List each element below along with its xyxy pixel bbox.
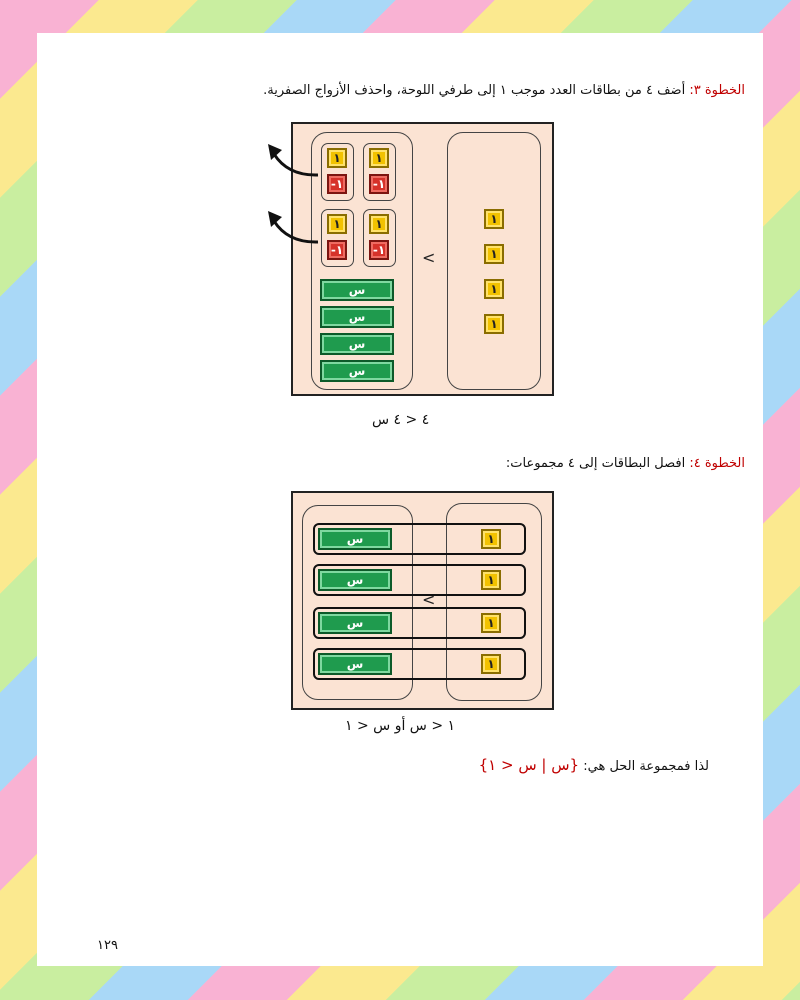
x-tile: س [320,360,394,382]
x-tile: س [318,612,392,634]
negative-unit-tile: -١ [369,240,389,260]
group-band [313,523,526,555]
inequality-sign: < [422,248,436,267]
x-tile: س [320,333,394,355]
negative-unit-tile: -١ [327,174,347,194]
step-4-body: افصل البطاقات إلى ٤ مجموعات: [505,456,690,471]
solution-line [479,756,709,774]
negative-unit-tile: -١ [369,174,389,194]
solution-set: {س | س < ١} [478,756,580,774]
unit-tile: ١ [484,279,504,299]
x-tile: س [318,569,392,591]
group-band [313,648,526,680]
board-1-caption: ٤ < ٤ س [372,412,430,428]
inequality-sign: < [422,590,436,609]
unit-tile: ١ [481,570,501,590]
unit-tile: ١ [484,209,504,229]
step-3-text [263,83,745,98]
negative-unit-tile: -١ [327,240,347,260]
unit-tile: ١ [369,214,389,234]
unit-tile: ١ [484,314,504,334]
x-tile: س [318,528,392,550]
unit-tile: ١ [481,654,501,674]
unit-tile: ١ [481,529,501,549]
algebra-board-1 [291,122,554,396]
algebra-board-2 [291,491,554,710]
curved-arrow-icon [262,140,322,180]
left-column [311,132,413,390]
zero-pair [363,143,396,201]
unit-tile: ١ [327,148,347,168]
x-tile: س [318,653,392,675]
board-2-caption: ١ < س أو س < ١ [345,718,456,734]
group-band [313,607,526,639]
group-band [313,564,526,596]
unit-tile: ١ [484,244,504,264]
solution-prefix: لذا فمجموعة الحل هي: [583,759,709,774]
zero-pair [363,209,396,267]
unit-tile: ١ [369,148,389,168]
step-3-body: أضف ٤ من بطاقات العدد موجب ١ إلى طرفي اللوحة، واحذف الأزواج الصفرية. [263,83,690,98]
step-4-label: الخطوة ٤: [689,456,745,471]
curved-arrow-icon [262,207,322,247]
zero-pair [321,143,354,201]
step-3-label: الخطوة ٣: [689,83,745,98]
zero-pair [321,209,354,267]
step-4-text [506,456,745,471]
unit-tile: ١ [481,613,501,633]
page-number: ١٢٩ [97,938,118,953]
unit-tile: ١ [327,214,347,234]
right-column [447,132,541,390]
x-tile: س [320,279,394,301]
x-tile: س [320,306,394,328]
